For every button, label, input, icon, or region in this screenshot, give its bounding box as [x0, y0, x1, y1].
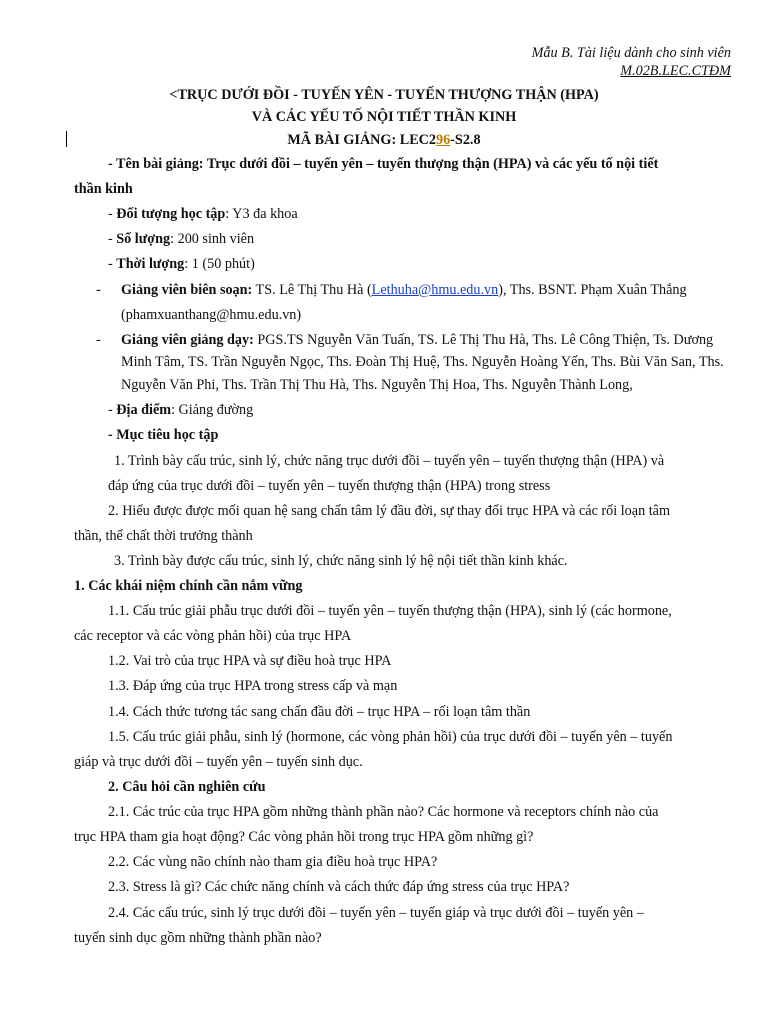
- duration-value: : 1 (50 phút): [184, 256, 255, 272]
- teachers-bullet: -: [96, 332, 101, 348]
- objective-2-cont: thần, thể chất thời trưởng thành: [74, 528, 253, 544]
- author-email-link[interactable]: Lethuha@hmu.edu.vn: [371, 282, 499, 298]
- duration: - Thời lượng: 1 (50 phút): [108, 256, 255, 272]
- lecture-code-prefix: MÃ BÀI GIẢNG: LEC2: [287, 132, 437, 148]
- title-line-2: VÀ CÁC YẾU TỐ NỘI TIẾT THẦN KINH: [251, 109, 517, 125]
- objective-1: 1. Trình bày cấu trúc, sinh lý, chức năng trục dưới đồi – tuyến yên – tuyến thượng thận (HPA) và: [114, 453, 665, 469]
- authors: [121, 281, 687, 299]
- authors-cont: (phamxuanthang@hmu.edu.vn): [121, 307, 302, 323]
- question-2-4: 2.4. Các cấu trúc, sinh lý trục dưới đồi – tuyến yên – tuyến giáp và trục dưới đồi – tuyến yên –: [108, 905, 644, 921]
- lecture-code-highlight: 96: [436, 132, 451, 148]
- count-label: Số lượng: [116, 231, 171, 247]
- concept-1-5-cont: giáp và trục dưới đồi – tuyến yên – tuyến sinh dục.: [74, 754, 363, 770]
- concept-1-1: 1.1. Cấu trúc giải phẫu trục dưới đồi – tuyến yên – tuyến thượng thận (HPA), sinh lý (các hormone,: [108, 603, 672, 619]
- lecture-code-suffix: -S2.8: [450, 132, 481, 148]
- section-2-heading: 2. Câu hỏi cần nghiên cứu: [108, 779, 266, 795]
- question-2-1: 2.1. Các trúc của trục HPA gồm những thành phần nào? Các hormone và receptors chính nào của: [108, 804, 659, 820]
- objectives-heading: - Mục tiêu học tập: [108, 427, 219, 443]
- form-label: Mẫu B. Tài liệu dành cho sinh viên: [531, 45, 731, 61]
- location: - Địa điểm: Giảng đường: [108, 402, 254, 418]
- audience-label: Đối tượng học tập: [116, 206, 226, 222]
- audience-value: : Y3 đa khoa: [225, 206, 298, 222]
- question-2-1-cont: trục HPA tham gia hoạt động? Các vòng phản hồi trong trục HPA gồm những gì?: [74, 829, 534, 845]
- objective-3: 3. Trình bày được cấu trúc, sinh lý, chức năng sinh lý hệ nội tiết thần kinh khác.: [114, 553, 568, 569]
- location-value: : Giảng đường: [171, 402, 254, 418]
- lecture-name-cont: thần kinh: [74, 181, 133, 197]
- lecture-name: - Tên bài giảng: Trục dưới đồi – tuyến yên – tuyến thượng thận (HPA) và các yếu tố nội tiết: [108, 156, 659, 172]
- text-cursor: [66, 131, 67, 147]
- section-1-heading: 1. Các khái niệm chính cần nắm vững: [74, 578, 303, 594]
- concept-1-1-cont: các receptor và các vòng phản hồi) của trục HPA: [74, 628, 352, 644]
- authors-label: Giảng viên biên soạn:: [121, 282, 253, 298]
- teachers-line-2: Minh Tâm, TS. Trần Nguyễn Ngọc, Ths. Đoàn Thị Huệ, Ths. Nguyễn Hoàng Yến, Ths. Bùi Văn San, Ths.: [121, 354, 724, 370]
- authors-bullet: -: [96, 282, 101, 298]
- authors-value-1: TS. Lê Thị Thu Hà (: [252, 282, 372, 298]
- title-line-1: <TRỤC DƯỚI ĐỒI - TUYẾN YÊN - TUYẾN THƯỢNG THẬN (HPA): [169, 87, 599, 103]
- concept-1-5: 1.5. Cấu trúc giải phẫu, sinh lý (hormone, các vòng phản hồi) của trục dưới đồi – tuyến yên – tuyến: [108, 729, 673, 745]
- question-2-3: 2.3. Stress là gì? Các chức năng chính và cách thức đáp ứng stress của trục HPA?: [108, 879, 570, 895]
- concept-1-3: 1.3. Đáp ứng của trục HPA trong stress cấp và mạn: [108, 678, 398, 694]
- count-value: : 200 sinh viên: [170, 231, 255, 247]
- teachers-value-1: PGS.TS Nguyễn Văn Tuấn, TS. Lê Thị Thu Hà, Ths. Lê Công Thiện, Ts. Dương: [253, 332, 714, 348]
- concept-1-2: 1.2. Vai trò của trục HPA và sự điều hoà trục HPA: [108, 653, 392, 669]
- teachers-line-3: Nguyễn Văn Phi, Ths. Trần Thị Thu Hà, Ths. Nguyễn Thị Hoa, Ths. Nguyễn Thành Long,: [121, 377, 633, 393]
- location-label: Địa điểm: [116, 402, 172, 418]
- concept-1-4: 1.4. Cách thức tương tác sang chấn đầu đời – trục HPA – rối loạn tâm thần: [108, 704, 531, 720]
- objective-1-cont: đáp ứng của trục dưới đồi – tuyến yên – tuyến thượng thận (HPA) trong stress: [108, 478, 551, 494]
- question-2-2: 2.2. Các vùng não chính nào tham gia điều hoà trục HPA?: [108, 854, 438, 870]
- audience: - Đối tượng học tập: Y3 đa khoa: [108, 206, 298, 222]
- question-2-4-cont: tuyến sinh dục gồm những thành phần nào?: [74, 930, 322, 946]
- objective-2: 2. Hiểu được được mối quan hệ sang chấn tâm lý đầu đời, sự thay đổi trục HPA và các rối loạn tâm: [108, 503, 670, 519]
- lecture-code: [0, 131, 768, 149]
- teachers-label: Giảng viên giảng dạy:: [121, 332, 254, 348]
- authors-value-2: ), Ths. BSNT. Phạm Xuân Thắng: [498, 282, 687, 298]
- student-count: - Số lượng: 200 sinh viên: [108, 231, 255, 247]
- teachers: [121, 331, 713, 349]
- form-code: M.02B.LEC.CTĐM: [620, 63, 731, 79]
- duration-label: Thời lượng: [116, 256, 185, 272]
